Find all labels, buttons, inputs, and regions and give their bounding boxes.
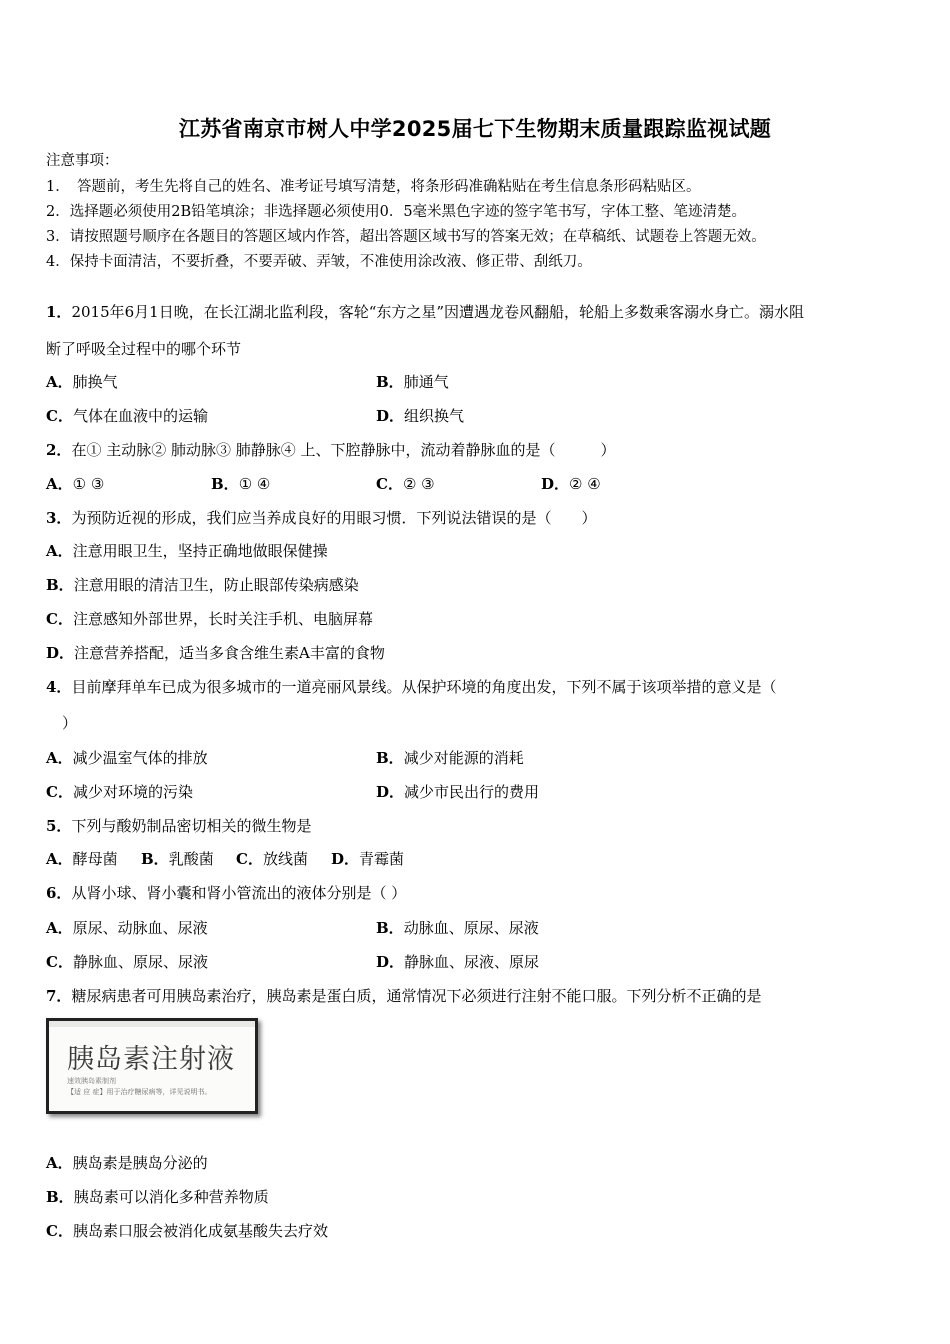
insulin-package-image	[46, 1018, 258, 1114]
notice-heading: 注意事项：	[46, 153, 119, 169]
q3-option-b[interactable]: B．注意用眼的清洁卫生，防止眼部传染病感染	[46, 576, 359, 594]
q6-option-d[interactable]: D．静脉血、尿液、原尿	[376, 953, 540, 971]
question-5: 5．下列与酸奶制品密切相关的微生物是	[46, 817, 312, 835]
q5-option-a[interactable]: A．酵母菌	[46, 850, 118, 868]
question-7-text: 糖尿病患者可用胰岛素治疗，胰岛素是蛋白质，通常情况下必须进行注射不能口服。下列分析不正确的是	[71, 987, 762, 1005]
q4-option-c[interactable]: C．减少对环境的污染	[46, 783, 193, 801]
q2-option-a[interactable]: A．① ③	[46, 475, 105, 493]
question-4: 4．目前摩拜单车已成为很多城市的一道亮丽风景线。从保护环境的角度出发，下列不属于该项举措的意义是（	[46, 678, 777, 696]
question-2-text: 在① 主动脉② 肺动脉③ 肺静脉④ 上、下腔静脉中，流动着静脉血的是（ ）	[71, 441, 616, 459]
q6-option-c[interactable]: C．静脉血、原尿、尿液	[46, 953, 208, 971]
q1-option-b[interactable]: B．肺通气	[376, 373, 449, 391]
q5-option-b[interactable]: B．乳酸菌	[141, 850, 214, 868]
q7-option-a[interactable]: A．胰岛素是胰岛分泌的	[46, 1154, 208, 1172]
q4-option-a[interactable]: A．减少温室气体的排放	[46, 749, 208, 767]
notice-item-2: 2．选择题必须使用2B铅笔填涂；非选择题必须使用0．5毫米黑色字迹的签字笔书写，字体工整、笔迹清楚。	[46, 204, 747, 220]
question-4-text: 目前摩拜单车已成为很多城市的一道亮丽风景线。从保护环境的角度出发，下列不属于该项举措的意义是（	[71, 678, 777, 696]
question-1-text-cont: 断了呼吸全过程中的哪个环节	[46, 340, 242, 358]
notice-item-4: 4．保持卡面清洁，不要折叠，不要弄破、弄皱，不准使用涂改液、修正带、刮纸刀。	[46, 254, 592, 270]
q5-option-c[interactable]: C．放线菌	[236, 850, 308, 868]
q6-option-a[interactable]: A．原尿、动脉血、尿液	[46, 919, 208, 937]
q6-option-b[interactable]: B．动脉血、原尿、尿液	[376, 919, 539, 937]
q2-option-c[interactable]: C．② ③	[376, 475, 435, 493]
package-top-band	[49, 1021, 255, 1027]
q1-option-d[interactable]: D．组织换气	[376, 407, 465, 425]
q5-option-d[interactable]: D．青霉菌	[331, 850, 405, 868]
q7-option-b[interactable]: B．胰岛素可以消化多种营养物质	[46, 1188, 269, 1206]
question-6-text: 从肾小球、肾小囊和肾小管流出的液体分别是（ ）	[71, 884, 407, 902]
question-7: 7．糖尿病患者可用胰岛素治疗，胰岛素是蛋白质，通常情况下必须进行注射不能口服。下列分析不正确的是	[46, 987, 762, 1005]
question-3-text: 为预防近视的形成，我们应当养成良好的用眼习惯．下列说法错误的是（ ）	[71, 509, 597, 527]
q3-option-c[interactable]: C．注意感知外部世界，长时关注手机、电脑屏幕	[46, 610, 373, 628]
insulin-image-title: 胰岛素注射液	[67, 1044, 235, 1075]
q4-option-b[interactable]: B．减少对能源的消耗	[376, 749, 524, 767]
q1-option-c[interactable]: C．气体在血液中的运输	[46, 407, 208, 425]
question-1: 1．2015年6月1日晚，在长江湖北监利段，客轮“东方之星”因遭遇龙卷风翻船，轮船上多数乘客溺水身亡。溺水阻	[46, 303, 805, 321]
q1-option-a[interactable]: A．肺换气	[46, 373, 118, 391]
question-6: 6．从肾小球、肾小囊和肾小管流出的液体分别是（ ）	[46, 884, 407, 902]
notice-item-3: 3．请按照题号顺序在各题目的答题区域内作答，超出答题区域书写的答案无效；在草稿纸、试题卷上答题无效。	[46, 229, 766, 245]
q7-option-c[interactable]: C．胰岛素口服会被消化成氨基酸失去疗效	[46, 1222, 328, 1240]
q4-option-d[interactable]: D．减少市民出行的费用	[376, 783, 540, 801]
insulin-image-subtitle: 速效胰岛素制剂	[67, 1077, 116, 1085]
q3-option-d[interactable]: D．注意营养搭配，适当多食含维生素A丰富的食物	[46, 644, 385, 662]
q2-option-b[interactable]: B．① ④	[211, 475, 271, 493]
page-title: 江苏省南京市树人中学2025届七下生物期末质量跟踪监视试题	[178, 117, 772, 141]
notice-item-1: 1． 答题前，考生先将自己的姓名、准考证号填写清楚，将条形码准确粘贴在考生信息条形码粘贴区。	[46, 179, 701, 195]
q3-option-a[interactable]: A．注意用眼卫生，坚持正确地做眼保健操	[46, 542, 328, 560]
question-3: 3．为预防近视的形成，我们应当养成良好的用眼习惯．下列说法错误的是（ ）	[46, 509, 597, 527]
q2-option-d[interactable]: D．② ④	[541, 475, 601, 493]
question-1-text: 2015年6月1日晚，在长江湖北监利段，客轮“东方之星”因遭遇龙卷风翻船，轮船上多数乘客溺水身亡。溺水阻	[71, 303, 805, 321]
insulin-image-note: 【适 应 症】用于治疗糖尿病等，详见说明书。	[67, 1088, 212, 1096]
question-5-text: 下列与酸奶制品密切相关的微生物是	[71, 817, 312, 835]
question-2: 2．在① 主动脉② 肺动脉③ 肺静脉④ 上、下腔静脉中，流动着静脉血的是（ ）	[46, 441, 616, 459]
question-4-text-cont: ）	[62, 714, 78, 732]
